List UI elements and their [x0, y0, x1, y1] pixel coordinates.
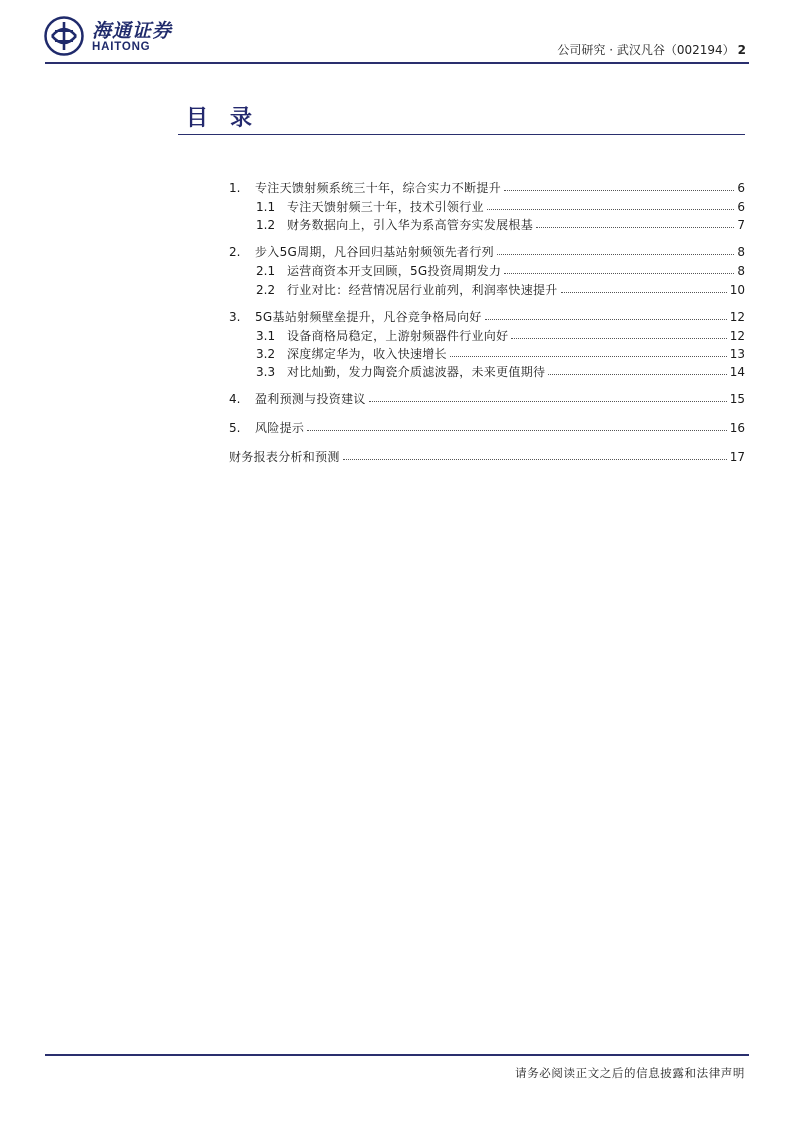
toc-entry-label: 专注天馈射频系统三十年，综合实力不断提升 — [255, 181, 502, 195]
toc-title: 目录 — [186, 106, 275, 131]
toc-entry-number: 3.2 — [256, 347, 276, 361]
toc-entry-label: 财务数据向上，引入华为系高管夯实发展根基 — [287, 218, 534, 232]
page-number: 2 — [737, 43, 746, 57]
toc-entry-page: 8 — [737, 264, 745, 278]
toc-entry-label: 财务报表分析和预测 — [229, 450, 340, 464]
toc-entry[interactable] — [256, 262, 745, 278]
toc-entry-number: 4. — [229, 392, 241, 406]
toc-entry[interactable] — [229, 243, 745, 259]
toc-entry-page: 6 — [737, 200, 745, 214]
toc-leader-dots — [487, 209, 735, 210]
toc-leader-dots — [536, 227, 734, 228]
toc-entry-number: 1.1 — [256, 200, 276, 214]
toc-entry-page: 12 — [729, 310, 745, 324]
toc-entry-number: 2. — [229, 245, 241, 259]
toc-leader-dots — [511, 338, 726, 339]
toc-entry[interactable] — [256, 216, 745, 232]
toc-entry[interactable] — [229, 390, 745, 406]
toc-entry-label: 设备商格局稳定，上游射频器件行业向好 — [287, 329, 509, 343]
toc-entry-number: 3. — [229, 310, 241, 324]
toc-entry-number: 2.2 — [256, 283, 276, 297]
toc-entry-label: 专注天馈射频三十年，技术引领行业 — [287, 200, 484, 214]
toc-entry-label: 深度绑定华为，收入快速增长 — [287, 347, 447, 361]
toc-leader-dots — [561, 292, 727, 293]
toc-entry-number: 1.2 — [256, 218, 276, 232]
toc-leader-dots — [548, 374, 726, 375]
toc-entry-label: 步入5G周期，凡谷回归基站射频领先者行列 — [255, 245, 494, 259]
toc-entry[interactable] — [256, 363, 745, 379]
toc-entry-page: 8 — [737, 245, 745, 259]
haitong-logo-icon — [44, 16, 84, 56]
toc-entry-page: 17 — [729, 450, 745, 464]
toc-entry-label: 对比灿勤，发力陶瓷介质滤波器，未来更值期待 — [287, 365, 546, 379]
toc-entry-page: 13 — [729, 347, 745, 361]
toc-entry-page: 12 — [729, 329, 745, 343]
toc-entry[interactable] — [256, 281, 745, 297]
toc-entry-page: 7 — [737, 218, 745, 232]
logo-chinese-text: 海通证券 — [92, 20, 173, 42]
legal-disclaimer: 请务必阅读正文之后的信息披露和法律声明 — [515, 1066, 745, 1080]
toc-entry-label: 运营商资本开支回顾，5G投资周期发力 — [287, 264, 502, 278]
toc-leader-dots — [369, 401, 727, 402]
toc-leader-dots — [485, 319, 727, 320]
toc-entry-label: 风险提示 — [255, 421, 305, 435]
toc-entry-number: 1. — [229, 181, 241, 195]
toc-entry-number: 5. — [229, 421, 241, 435]
toc-entry[interactable] — [229, 308, 745, 324]
toc-leader-dots — [450, 356, 727, 357]
toc-leader-dots — [497, 254, 734, 255]
toc-entry-number: 3.3 — [256, 365, 276, 379]
toc-title-divider — [178, 134, 745, 135]
toc-entry[interactable] — [229, 448, 745, 464]
footer-divider — [45, 1054, 749, 1056]
logo-english-text: HAITONG — [92, 41, 151, 53]
toc-entry-number: 3.1 — [256, 329, 276, 343]
toc-leader-dots — [504, 273, 734, 274]
toc-leader-dots — [504, 190, 734, 191]
toc-entry[interactable] — [256, 198, 745, 214]
report-header-info — [557, 41, 746, 58]
header-divider — [45, 62, 749, 64]
toc-leader-dots — [307, 430, 727, 431]
toc-entry-page: 6 — [737, 181, 745, 195]
toc-entry[interactable] — [256, 345, 745, 361]
toc-entry-label: 盈利预测与投资建议 — [255, 392, 366, 406]
toc-entry[interactable] — [256, 327, 745, 343]
toc-entry-label: 5G基站射频壁垒提升，凡谷竞争格局向好 — [255, 310, 482, 324]
toc-entry-page: 10 — [729, 283, 745, 297]
company-logo — [44, 14, 194, 60]
toc-leader-dots — [343, 459, 727, 460]
toc-entry-label: 行业对比：经营情况居行业前列，利润率快速提升 — [287, 283, 558, 297]
toc-entry-page: 14 — [729, 365, 745, 379]
toc-entry[interactable] — [229, 419, 745, 435]
toc-entry-page: 15 — [729, 392, 745, 406]
toc-entry-number: 2.1 — [256, 264, 276, 278]
toc-entry-page: 16 — [729, 421, 745, 435]
toc-entry[interactable] — [229, 179, 745, 195]
report-title: 公司研究 · 武汉凡谷（002194） — [557, 43, 735, 57]
